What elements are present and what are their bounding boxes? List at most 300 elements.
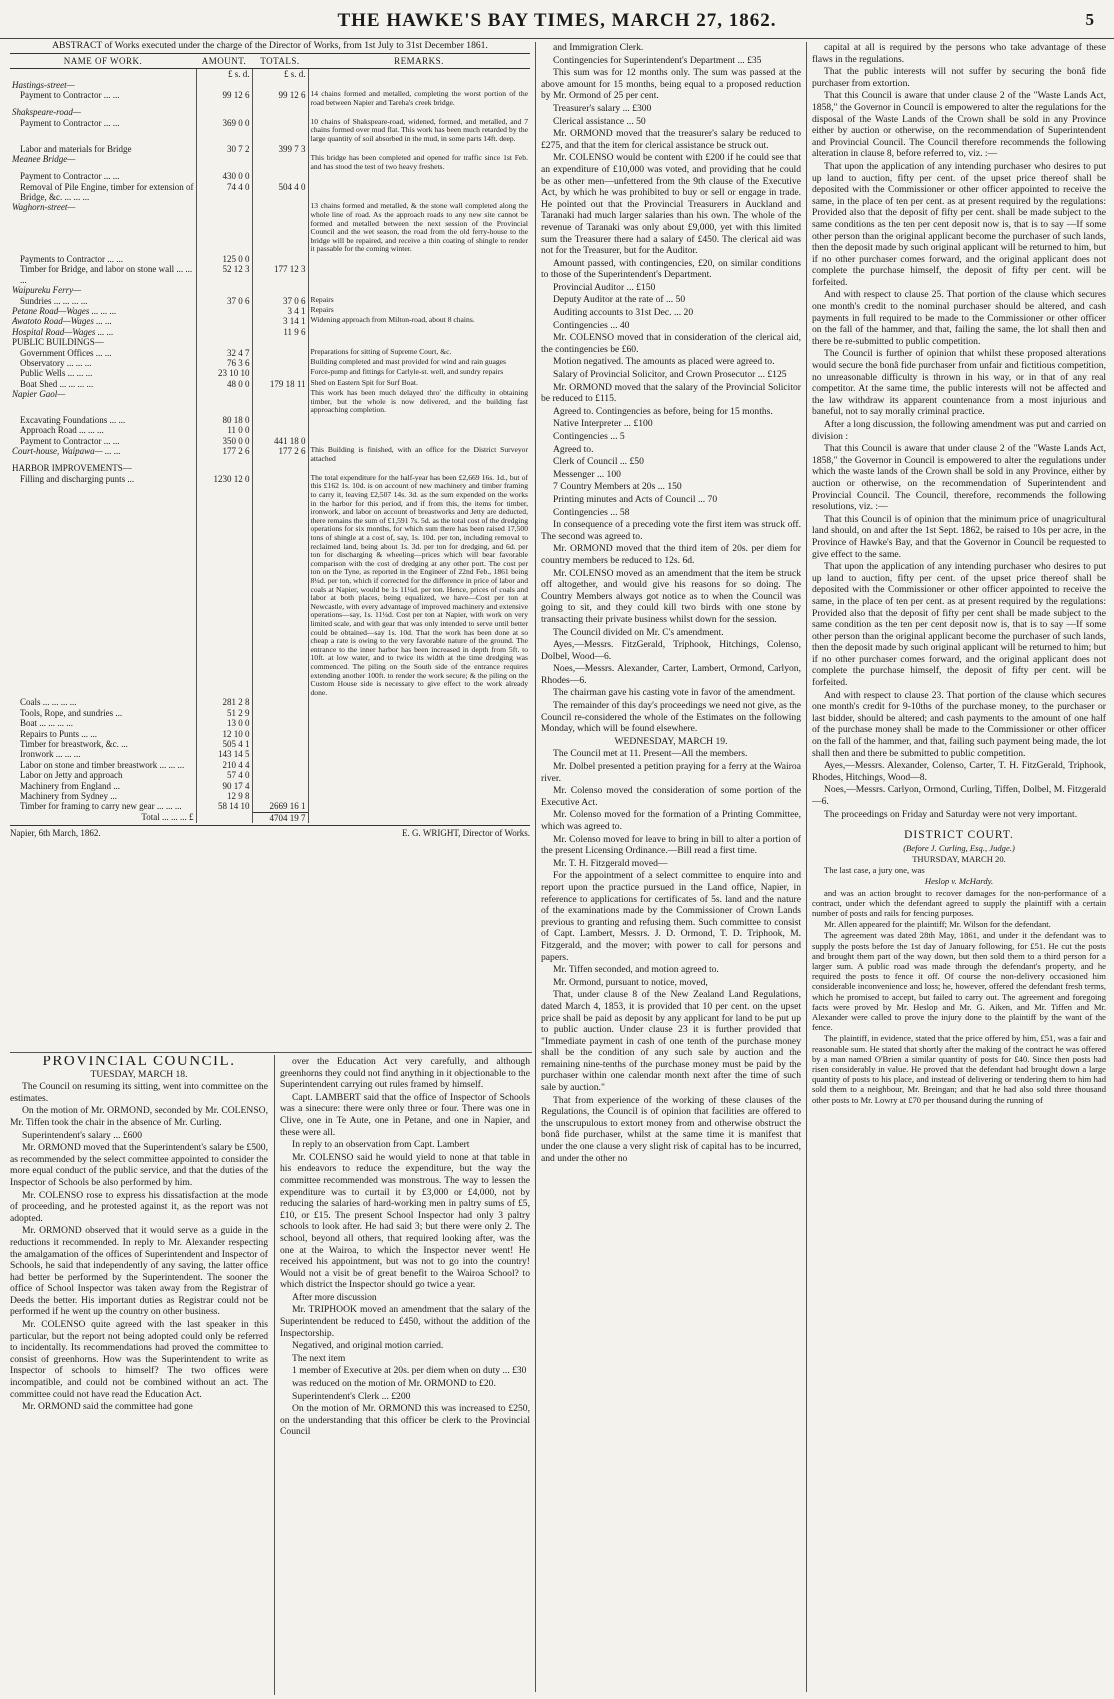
council-paragraph: over the Education Act very carefully, and although greenhorns they could not find anything in it objectionable to the Superintendent carrying out rules framed by himself. [280,1056,530,1091]
article-paragraph: Clerical assistance ... 50 [553,115,646,127]
table-row [10,760,530,770]
work-remark: 10 chains of Shakspeare-road, widened, formed, and metalled, and 7 chains formed over mud flat. This work has been much retarded by the large quantity of soil absorbed in the mud, in some parts 14ft. deep. [308,118,530,144]
work-total [252,718,308,728]
council-paragraph: On the motion of Mr. ORMOND, seconded by Mr. COLENSO, Mr. Tiffen took the chair in the absence of Mr. Curling. [10,1105,268,1128]
table-row [10,327,530,337]
work-name: Petane Road—Wages ... ... ... [12,306,117,316]
work-amount: 281 2 8 [196,697,252,707]
table-row [10,770,530,780]
court-title: DISTRICT COURT. [904,829,1014,842]
work-name: Timber for breastwork, &c. ... [20,738,128,749]
council-paragraph: TUESDAY, MARCH 18. [90,1068,188,1080]
section-rule [10,1052,532,1053]
article-paragraph: Contingencies ... 5 [553,431,625,442]
table-row [10,202,530,254]
table-row [10,337,530,347]
article-paragraph: Agreed to. [553,443,594,455]
work-remark: This Building is finished, with an office for the District Surveyor attached [308,446,530,463]
work-amount: 505 4 1 [196,739,252,749]
table-row [10,368,530,378]
work-total [252,171,308,181]
court-paragraph: The agreement was dated 28th May, 1861, and under it the defendant was to supply the posts before the 1st day of January following, for £51. He cut the posts and brought them part of the way down, but then sold them to a third person for a larger sum. A public road was made through the defendant's property, and he required the posts to fence it off. Of course the non-delivery occasioned him considerable inconvenience and loss; he, however, offered the defendant fresh terms, which he promised to accept, but failed to carry out. The agreement and foregoing facts were proved by Mr. Heslop and Mr. G. Aiken, and Mr. Tiffen and Mr. Alexander were called to prove the injury done to the plaintiff by the want of the fence. [812,930,1106,1033]
work-total [252,107,308,117]
work-name: Approach Road ... ... ... [20,425,104,436]
council-paragraph: Mr. TRIPHOOK moved an amendment that the salary of the Superintendent be reduced to £450, without the addition of the Inspectorship. [280,1304,530,1339]
work-name: Labor on Jetty and approach [20,770,123,781]
article-paragraph: Mr. ORMOND moved that the treasurer's salary be reduced to £275, and that the item for clerical assistance be struck out. [541,128,801,151]
work-name: Meanee Bridge— [12,154,76,164]
work-name: Waipureku Ferry— [12,285,82,296]
article-paragraph: Mr. COLENSO moved as an amendment that the item be struck off altogether, and would give his reasons for so doing. The Country Members always got notice as to when the Council was going to sit, and they could kill two birds with one stone by transacting their private business whilst down for the session. [541,567,801,625]
article-paragraph: Mr. ORMOND moved that the salary of the Provincial Solicitor be reduced to £115. [541,381,801,405]
council-paragraph: Mr. ORMOND observed that it would serve as a guide in the reductions it recommended. In reply to Mr. Alexander respecting the amalgamation of the offices of Superintendent and Inspector of Schools, he said that independently of any saving, the latter office had better be performed by the Superintendent. The sooner the office of School Inspector was taken away from the Registrar of Deeds the better. His important duties as Registrar could not be performed if he went up the country on other business. [10,1225,268,1318]
work-remark [308,425,530,435]
council-paragraph: On the motion of Mr. ORMOND this was increased to £250, on the understanding that this officer be clerk to the Provincial Council [280,1403,530,1438]
page-number: 5 [1085,10,1094,29]
work-remark [308,791,530,801]
work-total [252,358,308,368]
work-name: Machinery from Sydney ... [20,790,117,801]
work-name: Repairs to Punts ... ... [20,728,98,739]
article-paragraph: Agreed to. Contingencies as before, being for 15 months. [553,405,773,417]
court-paragraph: The plaintiff, in evidence, stated that the price offered by him, £51, was a fair and reasonable sum. He stated that shortly after the making of the contract he was offered by a man named O'Brien a similar quantity of posts for £40. Since then posts had risen considerably in value. He proved that the defendant had brought down a large quantity of posts to his place, and instead of delivering or tendering them to him had sold them to a neighbour, Mr. Breingan; and that he had also sold three thousand other posts to Mr. Lowry at £70 per thousand during the running of [812,1033,1106,1105]
work-total [252,708,308,718]
work-remark: This bridge has been completed and opened for traffic since 1st Feb. and has stood the test of two heavy freshets. [308,154,530,171]
article-paragraph: capital at all is required by the persons who take advantage of these flaws in the regulations. [812,42,1106,65]
work-total [252,337,308,347]
work-amount: 13 0 0 [196,718,252,728]
table-row [10,739,530,749]
article-paragraph: Salary of Provincial Solicitor, and Crown Prosecutor ... £125 [553,369,787,381]
court-paragraph: Mr. Allen appeared for the plaintiff; Mr. Wilson for the defendant. [824,919,1051,930]
column-rule [806,42,807,1692]
council-paragraph: Capt. LAMBERT said that the office of Inspector of Schools was a sinecure: there were only three or four. There was one in Clive, one in Te Aute, one in Petane, and one in Napier, and these were all. [280,1091,530,1138]
work-remark [308,254,530,264]
work-total [252,285,308,295]
work-remark [308,749,530,759]
column-3 [541,42,801,1694]
table-row [10,285,530,295]
work-name: Timber for framing to carry new gear ... ... ... [20,801,182,812]
col-header-remarks: REMARKS. [308,54,530,69]
work-total: 441 18 0 [252,436,308,446]
article-paragraph: The chairman gave his casting vote in favor of the amendment. [553,687,796,699]
work-remark: Force-pump and fittings for Carlyle-st. well, and sundry repairs [308,368,530,378]
article-paragraph: The remainder of this day's proceedings we need not give, as the Council re-considered the whole of the Estimates on the following Monday, which will be found elsewhere. [541,700,801,735]
council-paragraph: was reduced on the motion of Mr. ORMOND to £20. [292,1378,496,1390]
work-total [252,425,308,435]
work-amount [196,389,252,415]
work-total: 179 18 11 [252,379,308,389]
work-name: Removal of Pile Engine, timber for extension of Bridge, &c. ... ... ... [20,181,194,202]
work-name: Payment to Contractor ... ... [20,117,120,128]
article-paragraph: Mr. ORMOND moved that the third item of 20s. per diem for country members be reduced to 12s. 6d. [541,543,801,566]
work-name: Payment to Contractor ... ... [20,171,120,182]
work-remark [308,708,530,718]
work-name: Tools, Rope, and sundries ... [20,707,123,718]
work-total [252,348,308,358]
work-amount: 11 0 0 [196,425,252,435]
work-remark: 13 chains formed and metalled, & the stone wall completed along the whole line of road. As the approach roads to any new site cannot be formed and metalled between the next session of the Provincial Council and the wet season, the road from the old ferry-house to the bridge will be repaired, and receive a thin coating of shingle to render it passable for the coming winter. [308,202,530,254]
work-total [252,739,308,749]
work-amount: 74 4 0 [196,182,252,203]
col-header-totals: TOTALS. [252,54,308,69]
units-totals: £ s. d. [252,69,308,80]
work-amount: 52 12 3 [196,264,252,285]
work-amount: 99 12 6 [196,90,252,107]
work-remark: 14 chains formed and metalled, completing the worst portion of the road between Napier and Tareha's creek bridge. [308,90,530,107]
work-total [252,781,308,791]
article-paragraph: Treasurer's salary ... £300 [553,102,652,114]
work-amount: 30 7 2 [196,144,252,154]
table-row [10,154,530,171]
article-paragraph: That upon the application of any intending purchaser who desires to put up land to auction, fifty per cent. of the upset price thereof shall be deposited with the Commissioner or other officer appointed to receive the same, in the place of ten per cent. as at present required by the regulations: Provided also that the deposit of fifty per cent. shall be made subject to the same conditions as the ten per cent deposit now is, that is to say —If some other person than the original applicant become the purchaser of such lands, then the deposit made by such original applicant will be returned to him, but if no other purchaser comes forward, and the original applicant does not complete the purchase himself, the deposit of fifty per cent. will be forfeited. [812,160,1106,288]
work-name: HARBOR IMPROVEMENTS— [12,463,132,474]
article-paragraph: Clerk of Council ... £50 [553,456,644,468]
work-total [252,729,308,739]
court-paragraph: (Before J. Curling, Esq., Judge.) [903,842,1015,853]
article-paragraph: WEDNESDAY, MARCH 19. [614,735,728,747]
article-paragraph: Mr. Colenso moved for the formation of a Printing Committee, which was agreed to. [541,809,801,832]
work-remark: Building completed and mast provided for wind and rain guages [308,358,530,368]
table-row [10,781,530,791]
table-row [10,90,530,107]
works-units-row [10,69,530,80]
article-paragraph: In consequence of a preceding vote the first item was struck off. The second was agreed to. [541,519,801,542]
work-amount [196,285,252,295]
work-total [252,368,308,378]
works-date: Napier, 6th March, 1862. [10,828,101,839]
work-amount: 430 0 0 [196,171,252,181]
council-paragraph: Mr. ORMOND moved that the Superintendent's salary be £500, as recommended by the select committee appointed to consider the more equal conduct of the public service, and that the duties of the Inspector of Schools be also performed by him. [10,1142,268,1188]
work-amount: 23 10 10 [196,368,252,378]
work-total: 37 0 6 [252,296,308,306]
article-paragraph: For the appointment of a select committee to enquire into and report upon the practice pursued in the Land office, Napier, in reference to applications for certificates of 5s. land and the nature of the examinations made by the Commissioner of Crown Lands previous to granting and refusing them. Such committee to consist of Capt. Lambert, Messrs. J. D. Ormond, T. D. Triphook, M. Fitzgerald, and the mover; with power to call for persons and papers. [541,870,801,963]
article-paragraph: The Council is further of opinion that whilst these proposed alterations would secure the bonâ fide purchaser from unfair and fictitious competition, no unreasonable difficulty is thrown in his way, or in that of any real competitor. At the same time, the public interests will not be affected and the law withdraw its apparent countenance from a most injurious and baneful, not to say morally criminal practice. [812,348,1106,418]
council-title: PROVINCIAL COUNCIL. [42,1056,236,1069]
work-total [252,254,308,264]
grand-total: 4704 19 7 [252,812,308,823]
article-paragraph: Mr. Dolbel presented a petition praying for a ferry at the Wairoa river. [541,761,801,784]
work-remark [308,171,530,181]
work-remark [308,285,530,295]
work-total [252,760,308,770]
work-remark: Shed on Eastern Spit for Surf Boat. [308,379,530,389]
total-label: Total ... ... ... £ [141,812,194,823]
column-4 [812,42,1106,1694]
work-remark: Preparations for sitting of Supreme Court, &c. [308,348,530,358]
work-total [252,791,308,801]
council-paragraph: Superintendent's Clerk ... £200 [292,1390,411,1402]
article-paragraph: That, under clause 8 of the New Zealand Land Regulations, dated March 4, 1853, it is provided that 10 per cent. on the upset price shall be paid as deposit by any applicant for land to be put up to public auction. Under clause 23 it is further provided that "Immediate payment in cash of one tenth of the purchase money shall be the condition of any such sale by auction and the remaining nine-tenths of the purchase money must be paid by the purchaser within one calendar month next after the time of such sale by auction." [541,989,801,1094]
article-paragraph: Messenger ... 100 [553,468,621,480]
council-paragraph: In reply to an observation from Capt. Lambert [292,1139,470,1151]
table-row [10,474,530,697]
work-amount [196,107,252,117]
work-name: Hospital Road—Wages ... ... [12,326,114,337]
work-amount [196,327,252,337]
work-name: Labor on stone and timber breastwork ... ... ... [20,759,185,770]
work-amount [196,337,252,347]
work-total: 399 7 3 [252,144,308,154]
article-paragraph: That the public interests will not suffer by securing the bonâ fide purchaser from extortion. [812,66,1106,89]
council-paragraph: Negatived, and original motion carried. [292,1340,444,1352]
col-header-amount: AMOUNT. [196,54,252,69]
units-amount: £ s. d. [196,69,252,80]
work-total [252,202,308,254]
work-total [252,389,308,415]
work-amount: 143 14 5 [196,749,252,759]
works-table [10,53,530,823]
article-paragraph: Noes,—Messrs. Carlyon, Ormond, Curling, Tiffen, Dolbel, M. Fitzgerald—6. [812,784,1106,807]
table-row [10,791,530,801]
article-paragraph: Mr. Ormond, pursuant to notice, moved, [553,976,708,988]
article-paragraph: Noes,—Messrs. Alexander, Carter, Lambert, Ormond, Carlyon, Rhodes—6. [541,663,801,686]
works-header-row [10,54,530,69]
work-name: Machinery from England ... [20,780,120,791]
work-name: PUBLIC BUILDINGS— [12,337,104,348]
table-row [10,254,530,264]
work-total: 99 12 6 [252,90,308,107]
court-paragraph: Heslop v. McHardy. [924,876,994,887]
work-total: 177 12 3 [252,264,308,285]
work-remark: The total expenditure for the half-year has been £2,669 16s. 1d., but of this £162 1s. 10d. is on account of new machinery and timber framing to carry it, leaving £2,507 14s. 3d. as the sum expended on the works in the harbor for this period, and if from this, the items for timber, ironwork, and labor on account of breastworks and Jetty are deducted, there remains the sum of £1,591 7s. 5d. as the total cost of the dredging operations for six months, for which sum there has been raised 17,500 tons of shingle at a cost of, say, 1s. 10d. per ton, including removal to reclaimed land, being about 1s. 3d. per ton for dredging, and 6d. per ton for discharging & wheeling—prices which will bear favorable comparison with the cost of dredging at any other port. The cost per ton on the Tyne, as reported in the Engineer of 22nd Feb., 1861 being 8¼d. per ton, which if corrected for the difference in price of labor and coals at Napier, would be 1s 11¼d. per ton. Hence, prices of coals and labor at both places, being equalized, we have—Cost per ton at Newcastle, with every advantage of improved machinery and extensive operations—say, 1s. 11¼d. Cost per ton at Napier, with work on very limited scale, and with gear that was only intended to serve until better could be obtained—say 1s. 10d. That the work has been done at so cheap a rate is owing to the very favorable nature of the ground. The entrance to the inner harbor has been increased in depth from 5ft. to 10ft. at low water, and to twice its width at the time dredging was commenced. The piling on the South side of the entrance requires extending another 100ft. to render the work secure; & the piling on the Custom House side is necessary to give effect to the work already done. [308,474,530,697]
column-4-court [812,843,1106,1105]
court-paragraph: The last case, a jury one, was [824,865,925,876]
article-paragraph: Contingencies for Superintendent's Department ... £35 [553,54,762,66]
article-paragraph: And with respect to clause 25. That portion of the clause which secures one month's credit to the nominal purchaser should be altered, and cash payments in full required to be made to the Commissioner or other officer on the fall of the hammer, and that, failing the same, the lot shall then and there be re-submitted to public competition. [812,289,1106,347]
work-name: Government Offices ... ... [20,347,112,358]
masthead [0,10,1114,39]
article-paragraph: The proceedings on Friday and Saturday were not very important. [824,808,1078,820]
article-paragraph: That upon the application of any intending purchaser who desires to put up land to auction, fifty per cent. of the upset price thereof shall be deposited with the Commissioner or other officer appointed to receive the same, in the place of ten per cent. as at present required by the regulations: Provided also that the deposit of fifty per cent shall be made subject to the same condition as the ten per cent deposit now is, that is to say —If some other person than the original applicant become the purchaser of such lands, then the deposit made by such original applicant will be returned to him; but if no other purchaser comes forward, and the original applicant does not complete the purchase himself, the deposit of fifty per cent. will be forfeited. [812,561,1106,689]
column-rule [274,1055,275,1695]
council-paragraph: The next item [292,1352,346,1364]
table-row [10,708,530,718]
work-amount: 125 0 0 [196,254,252,264]
article-paragraph: Contingencies ... 58 [553,506,630,518]
work-remark: Widening approach from Milton-road, about 8 chains. [308,316,530,326]
article-paragraph: Mr. Tiffen seconded, and motion agreed to. [553,964,719,976]
work-remark [308,770,530,780]
table-row [10,729,530,739]
article-paragraph: Deputy Auditor at the rate of ... 50 [553,294,686,306]
work-total: 504 4 0 [252,182,308,203]
work-remark: Repairs [308,296,530,306]
article-paragraph: Mr. COLENSO moved that in consideration of the clerical aid, the contingencies be £60. [541,332,801,355]
work-name: Awatoto Road—Wages ... ... [12,316,112,327]
work-name: Sundries ... ... ... ... [20,295,88,306]
work-total: 3 14 1 [252,316,308,326]
table-row [10,264,530,285]
court-paragraph: and was an action brought to recover damages for the non-performance of a contract, under which the defendant agreed to supply the plaintiff with a certain number of posts and rails for fencing purposes. [812,887,1106,918]
council-paragraph: Mr. ORMOND said the committee had gone [22,1401,193,1413]
work-name: Hastings-street— [12,79,75,90]
article-paragraph: Mr. Colenso moved the consideration of some portion of the Executive Act. [541,785,801,808]
table-row [10,389,530,415]
work-total [252,474,308,697]
work-amount: 51 2 9 [196,708,252,718]
work-name: Napier Gaol— [12,389,66,400]
council-paragraph: After more discussion [292,1291,377,1303]
article-paragraph: Mr. T. H. Fitzgerald moved— [553,857,668,869]
work-name: Excavating Foundations ... ... [20,415,126,426]
work-total: 11 9 6 [252,327,308,337]
work-remark [308,415,530,425]
work-name: Observatory ... ... ... [20,358,92,369]
work-amount: 177 2 6 [196,446,252,463]
table-row [10,801,530,812]
council-paragraph: Mr. COLENSO quite agreed with the last speaker in this particular, but the report not being adopted could only be referred to incidentally. Its recommendations had proved the committee to consist of greenhorns. How was the Superintendent to write as Inspector of schools to himself? The two offices were incompatible, and could not be combined without an act. The committee could not have read the Education Act. [10,1319,268,1400]
work-total: 177 2 6 [252,446,308,463]
work-name: Timber for Bridge, and labor on stone wall ... ... ... [20,264,193,285]
work-name: Payments to Contractor ... ... [20,253,123,264]
article-paragraph: And with respect to clause 23. That portion of the clause which secures one month's credit for 9-10ths of the purchase money, to the purchaser or last bidder, should be altered; and cash payments to the amount of one half of the purchase money shall be made to the Commissioner or other officer on the fall of the hammer, and that, failing such payment being made, the lot shall then and there be submitted to public competition. [812,689,1106,759]
work-amount [196,80,252,90]
article-paragraph: Provincial Auditor ... £150 [553,281,656,293]
work-name: Filling and discharging punts ... [20,473,135,484]
work-remark [308,729,530,739]
article-paragraph: Contingencies ... 40 [553,319,630,331]
council-paragraph: 1 member of Executive at 20s. per diem when on duty ... £30 [292,1365,527,1377]
work-total [252,80,308,90]
work-name: Coals ... ... ... ... [20,697,77,708]
work-amount: 58 14 10 [196,801,252,812]
works-total-row [10,812,530,823]
article-paragraph: Auditing accounts to 31st Dec. ... 20 [553,307,694,319]
work-amount: 12 10 0 [196,729,252,739]
work-amount [196,306,252,316]
table-row [10,171,530,181]
work-total [252,697,308,707]
article-paragraph: That this Council is of opinion that the minimum price of unagricultural land should, on and after the 1st Sept. 1862, be raised to 10s per acre, in the Province of Hawke's Bay, and that the Governor in Council be requested to give effect to the same. [812,513,1106,560]
council-paragraph: The Council on resuming its sitting, went into committee on the estimates. [10,1081,268,1104]
col-header-name: NAME OF WORK. [10,54,196,69]
table-row [10,316,530,326]
work-amount: 369 0 0 [196,118,252,144]
work-total [252,770,308,780]
table-row [10,749,530,759]
table-row [10,296,530,306]
work-amount: 37 0 6 [196,296,252,306]
work-name: Waghorn-street— [12,202,76,213]
work-remark [308,697,530,707]
article-paragraph: Printing minutes and Acts of Council ... 70 [553,493,718,505]
work-name: Ironwork ... ... ... [20,749,81,760]
work-amount: 1230 12 0 [196,474,252,697]
work-remark: This work has been much delayed thro' the difficulty in obtaining timber, but the whole is now delivered, and the building fast approaching completion. [308,389,530,415]
article-paragraph: Mr. Colenso moved for leave to bring in bill to alter a portion of the present Licensing Ordinance.—Bill read a first time. [541,833,801,857]
article-paragraph: That this Council is aware that under clause 2 of the "Waste Lands Act, 1858," the Governor in Council is empowered to alter the regulations under which the waste lands of the Crown shall be sold in any Province, either by auction or otherwise, on the recommendation of Superintendent and Provincial Council. The Council, therefore, recommends the following resolutions, viz. :— [812,443,1106,513]
article-paragraph: Mr. COLENSO would be content with £200 if he could see that an expenditure of £10,000 was voted, and providing that he could be as other men—unfettered from the 9th clause of the Executive Act, by which he was prohibited to buy or sell or engage in trade. He pointed out that the Provincial Treasurers in Auckland and Taranaki had much larger salaries than his own. The whole of the revenue of Taranaki was only about £9,000, yet with this limited sum the Treasurer there had a salary of £450. The clerical aid was not for the Treasurer, but for the Auditor. [541,152,801,257]
work-name: Labor and materials for Bridge [20,143,132,154]
work-name: Court-house, Waipawa— ... ... [12,446,121,457]
work-name: Boat Shed ... ... ... ... [20,378,94,389]
article-paragraph: That this Council is aware that under clause 2 of the "Waste Lands Act, 1858," the Governor in Council is empowered to alter the regulations for the disposal of the Waste Lands of the Crown shall be sold in any Province either by auction or otherwise, on the recommendation of Superintendent and Provincial Council. The Council therefore recommends the following alteration in clause 8, before referred to, viz. :— [812,90,1106,160]
council-paragraph: Superintendent's salary ... £600 [22,1129,143,1141]
work-name: Shakspeare-road— [12,107,81,118]
work-remark [308,718,530,728]
work-total [252,749,308,759]
article-paragraph: 7 Country Members at 20s ... 150 [553,481,682,493]
article-paragraph: This sum was for 12 months only. The sum was passed at the above amount for 15 months, being equal to a proposed reduction by Mr. Ormond of 25 per cent. [541,67,801,102]
work-remark [308,264,530,285]
work-total [252,118,308,144]
work-amount: 210 4 4 [196,760,252,770]
work-remark [308,781,530,791]
work-total [252,415,308,425]
work-total [252,463,308,473]
works-footer [10,825,530,838]
work-name: Boat ... ... ... ... [20,718,73,729]
work-amount: 76 3 6 [196,358,252,368]
works-caption: ABSTRACT of Works executed under the charge of the Director of Works, from 1st July to 31st December 1861. [52,40,488,51]
work-remark [308,760,530,770]
works-signature: E. G. WRIGHT, Director of Works. [402,828,530,839]
work-amount [196,463,252,473]
work-amount [196,202,252,254]
work-remark [308,182,530,203]
work-amount: 32 4 7 [196,348,252,358]
article-paragraph: That from experience of the working of these clauses of the Regulations, the Council is of opinion that facilities are offered to the unscrupulous to extort money from and otherwise obstruct the bonâ fide purchaser, whilst at the same time it is manifest that under the one clause a very slight risk of capital has to be incurred, and under the other no [541,1094,801,1164]
work-amount: 57 4 0 [196,770,252,780]
article-paragraph: Ayes,—Messrs. Alexander, Colenso, Carter, T. H. FitzGerald, Triphook, Rhodes, Hitchings, Wood—8. [812,760,1106,783]
column-rule [535,42,536,1692]
table-row [10,118,530,144]
work-amount: 12 9 8 [196,791,252,801]
work-amount [196,154,252,171]
article-paragraph: The Council met at 11. Present—All the members. [553,748,748,760]
council-paragraph: Mr. COLENSO rose to express his dissatisfaction at the mode of proceeding, and he protested against it, as the report was not adopted. [10,1189,268,1224]
table-row [10,697,530,707]
work-remark [308,739,530,749]
table-row [10,425,530,435]
article-paragraph: Native Interpreter ... £100 [553,418,653,430]
column-4-council [812,42,1106,820]
council-paragraph: Mr. COLENSO said he would yield to none at that table in his endeavors to reduce the expenditure, but the way the committee recommended was monstrous. The way to lessen the expenditure was to curtail it by £3,000 or £4,000, not by reducing the salaries of hard-working men in paltry sums of £5, £10, or £15. The present School Inspector had only 3 paltry schools to look after. He had said 3; but there were only 2. The school, beyond all others, that required looking after, was the one at the Wairoa, to which the Inspector never went! He received his appointment, but was not to go into the country! Would not a visit be of great benefit to the Wairoa School? to which district the Inspector should go twice a year. [280,1151,530,1291]
work-total: 2669 16 1 [252,801,308,812]
work-name: Payment to Contractor ... ... [20,90,120,101]
work-total [252,154,308,171]
work-total: 3 4 1 [252,306,308,316]
work-remark [308,327,530,337]
article-paragraph: The Council divided on Mr. C's amendment. [553,626,724,638]
works-abstract [10,40,530,1050]
article-paragraph: Ayes,—Messrs. FitzGerald, Triphook, Hitchings, Colenso, Dolbel, Wood—6. [541,639,801,662]
article-paragraph: After a long discussion, the following amendment was put and carried on division : [812,419,1106,442]
work-remark [308,801,530,812]
work-amount: 350 0 0 [196,436,252,446]
work-amount: 80 18 0 [196,415,252,425]
table-row [10,182,530,203]
work-amount: 90 17 4 [196,781,252,791]
council-column-2 [280,1056,530,1696]
table-row [10,446,530,463]
newspaper-title: THE HAWKE'S BAY TIMES, MARCH 27, 1862. [337,10,777,31]
article-paragraph: Amount passed, with contingencies, £20, on similar conditions to those of the Superintendent's Department. [541,257,801,281]
work-amount: 48 0 0 [196,379,252,389]
work-name: Public Wells ... ... ... [20,368,93,379]
work-name: Payment to Contractor ... ... [20,435,120,446]
work-amount [196,316,252,326]
court-paragraph: THURSDAY, MARCH 20. [912,853,1006,864]
work-remark: Repairs [308,306,530,316]
table-row [10,415,530,425]
article-paragraph: Motion negatived. The amounts as placed were agreed to. [553,356,775,368]
works-body [10,80,530,812]
article-paragraph: and Immigration Clerk. [553,42,644,53]
table-row [10,718,530,728]
